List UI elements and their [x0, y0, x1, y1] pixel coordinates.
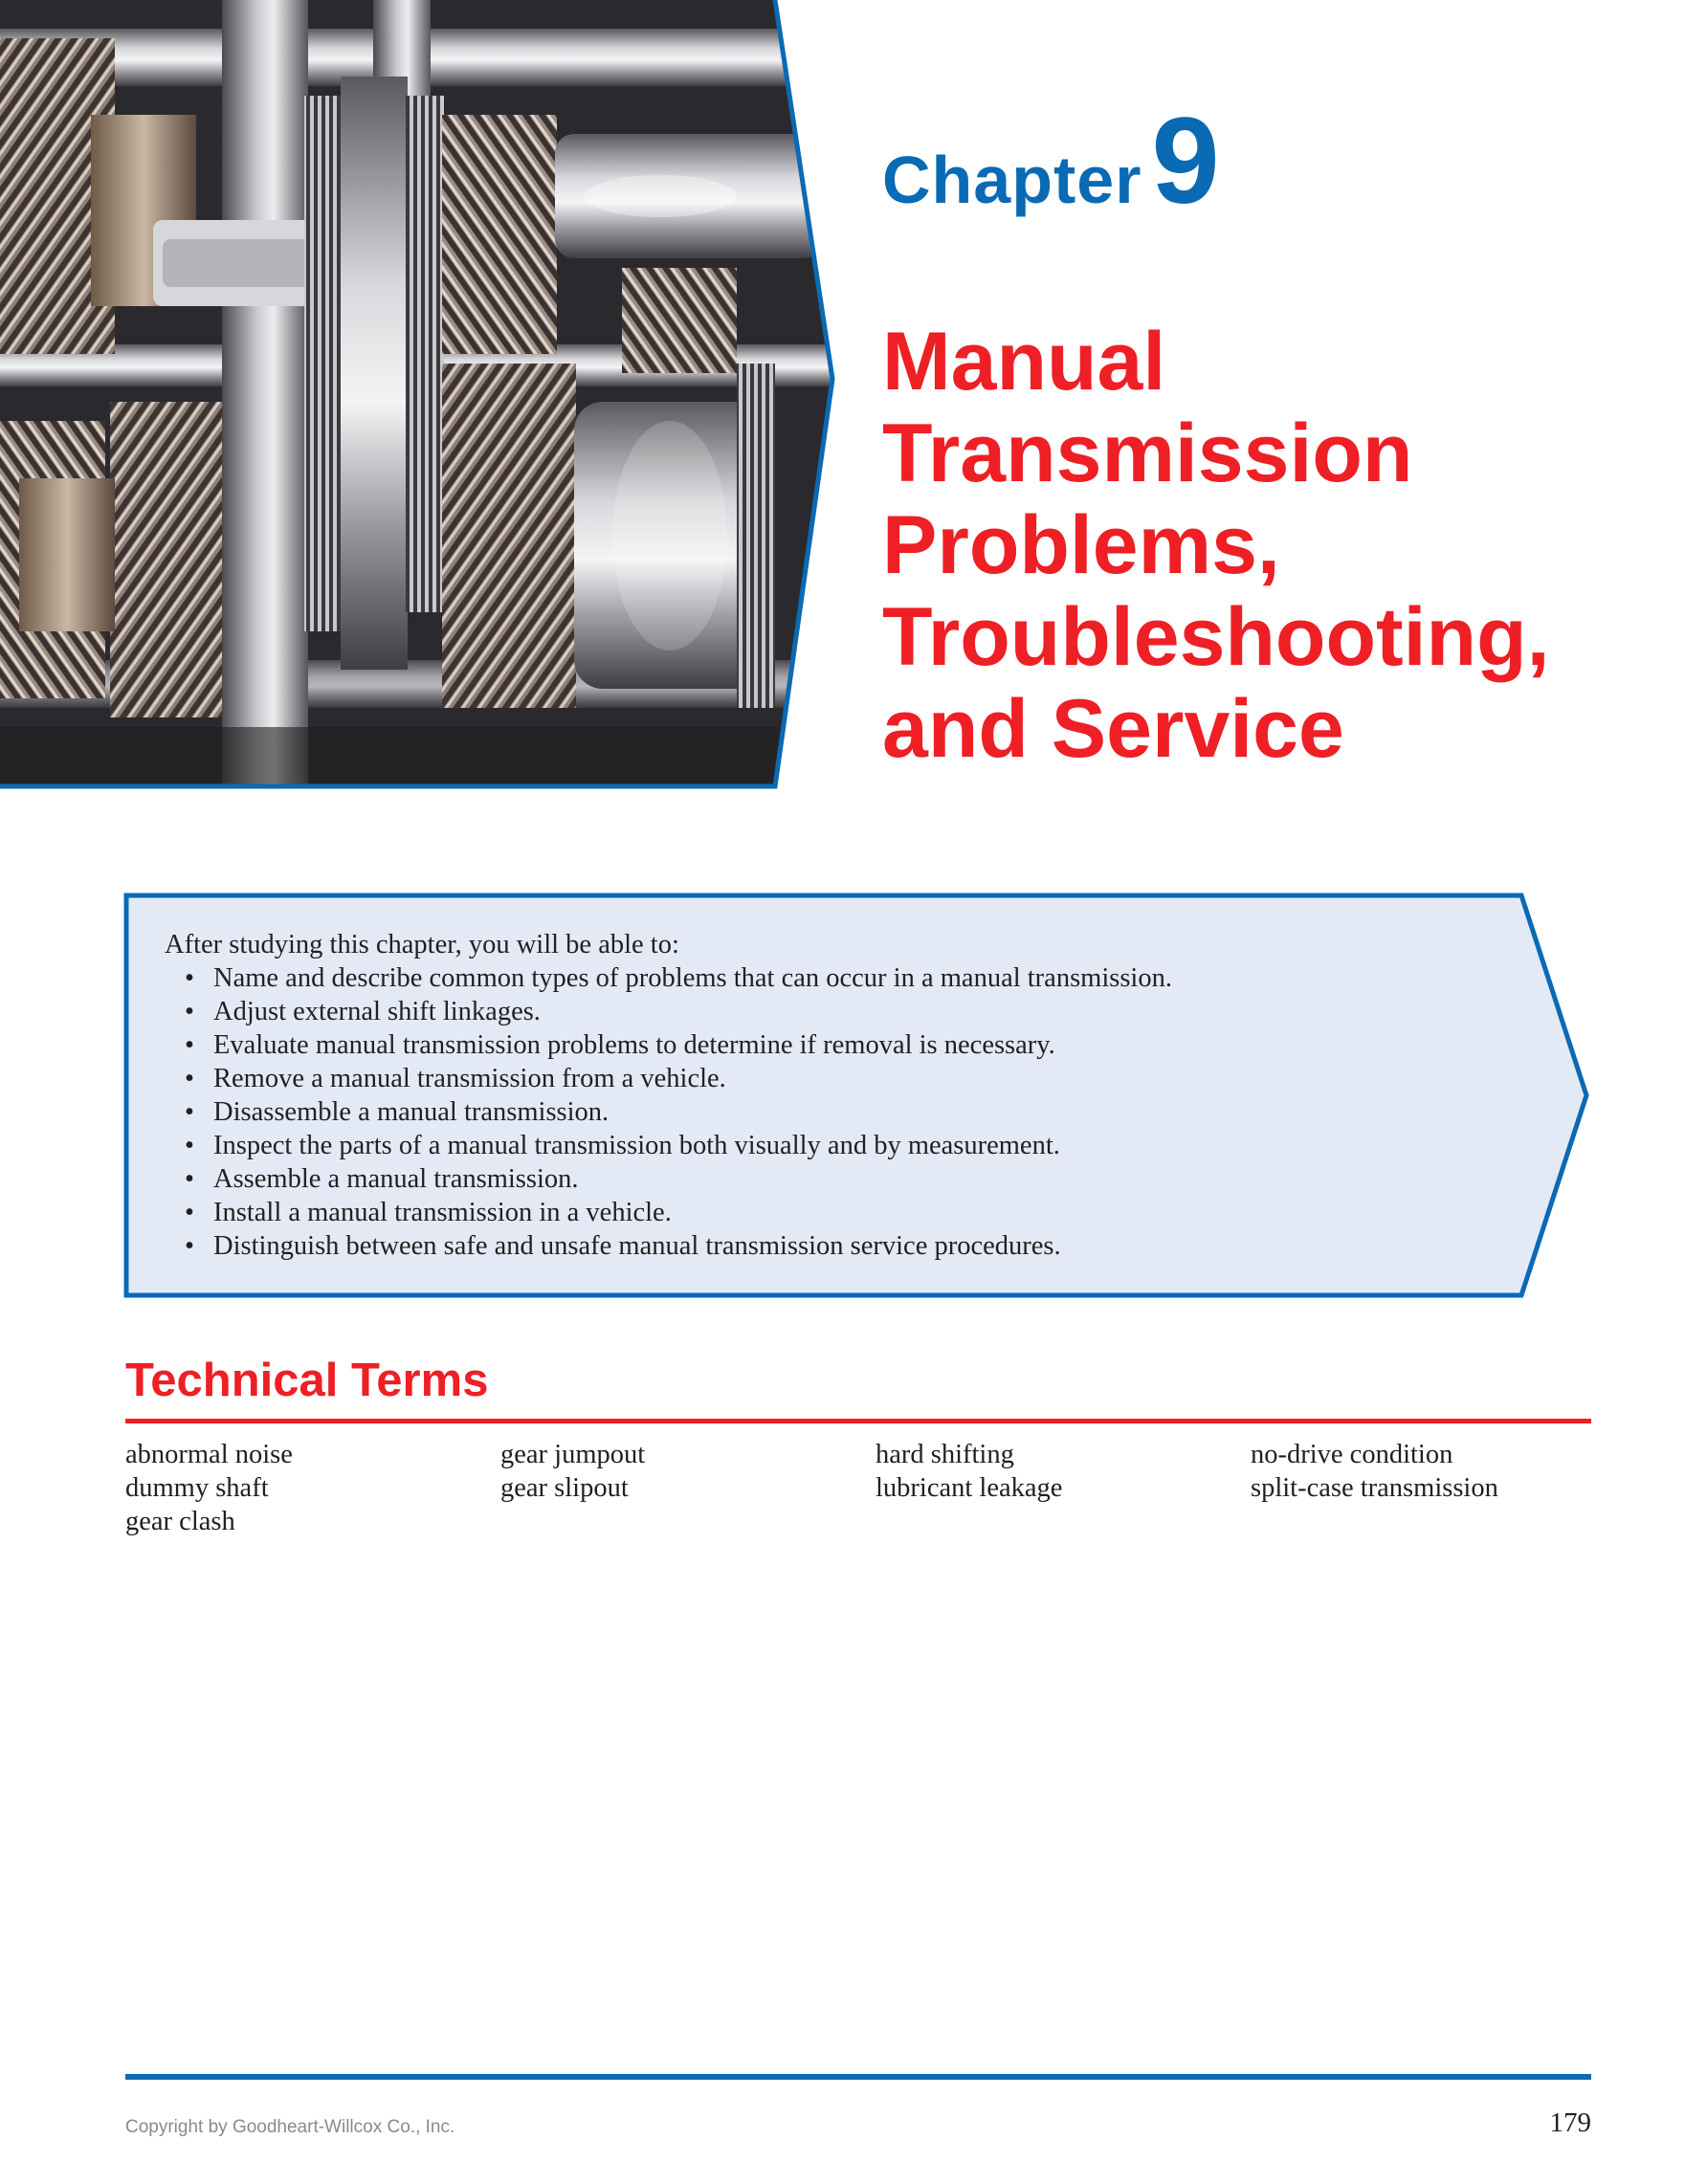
bullet-icon: •: [185, 1198, 194, 1227]
objective-item: [165, 1062, 1456, 1095]
bullet-icon: •: [185, 1097, 194, 1127]
chapter-number: 9: [1151, 93, 1220, 230]
objective-item: [165, 1129, 1456, 1162]
hero-transmission-image: [0, 0, 842, 794]
term-item: gear clash: [125, 1507, 235, 1536]
bullet-icon: •: [185, 1164, 194, 1194]
copyright-notice: Copyright by Goodheart-Willcox Co., Inc.: [125, 2117, 455, 2137]
objective-item: [165, 995, 1456, 1028]
objective-text: Assemble a manual transmission.: [213, 1164, 579, 1194]
bullet-icon: •: [185, 1131, 194, 1160]
technical-terms-divider: [125, 1419, 1591, 1423]
objective-text: Disassemble a manual transmission.: [213, 1097, 610, 1127]
bullet-icon: •: [185, 997, 194, 1026]
bullet-icon: •: [185, 1231, 194, 1261]
objective-text: Evaluate manual transmission problems to determine if removal is necessary.: [213, 1030, 1055, 1060]
objective-item: [165, 1229, 1456, 1263]
chapter-title-line: Problems,: [882, 499, 1280, 591]
chapter-word: Chapter: [882, 143, 1142, 217]
term-item: lubricant leakage: [876, 1473, 1063, 1503]
objective-item: [165, 1196, 1456, 1229]
term-item: hard shifting: [876, 1440, 1014, 1469]
terms-column: [500, 1438, 645, 1505]
footer-divider: [125, 2074, 1591, 2080]
objective-text: Install a manual transmission in a vehicle.: [213, 1198, 672, 1227]
chapter-title-line: Manual: [882, 316, 1166, 408]
objectives-content: [165, 928, 1456, 1263]
term-item: dummy shaft: [125, 1473, 269, 1503]
chapter-title-line: Troubleshooting,: [882, 591, 1550, 683]
objective-item: [165, 1028, 1456, 1062]
objective-text: Remove a manual transmission from a vehicle.: [213, 1064, 726, 1093]
bullet-icon: •: [185, 1030, 194, 1060]
chapter-label: [882, 91, 1220, 234]
objective-text: Name and describe common types of problems that can occur in a manual transmission.: [213, 963, 1172, 993]
objectives-list: [165, 961, 1456, 1263]
terms-column: [125, 1438, 293, 1538]
chapter-title-line: and Service: [882, 683, 1344, 775]
term-item: gear slipout: [500, 1473, 629, 1503]
chapter-title: [882, 316, 1667, 775]
technical-terms-heading: Technical Terms: [125, 1355, 489, 1406]
objective-item: [165, 1095, 1456, 1129]
objective-text: Distinguish between safe and unsafe manual transmission service procedures.: [213, 1231, 1061, 1261]
page-number: 179: [1549, 2107, 1591, 2138]
term-item: no-drive condition: [1251, 1440, 1453, 1469]
bullet-icon: •: [185, 963, 194, 993]
objectives-intro: After studying this chapter, you will be able to:: [165, 930, 679, 960]
bullet-icon: •: [185, 1064, 194, 1093]
objective-text: Adjust external shift linkages.: [213, 997, 541, 1026]
term-item: split-case transmission: [1251, 1473, 1498, 1503]
objective-item: [165, 1162, 1456, 1196]
term-item: abnormal noise: [125, 1440, 293, 1469]
term-item: gear jumpout: [500, 1440, 646, 1469]
terms-column: [876, 1438, 1062, 1505]
terms-column: [1251, 1438, 1498, 1505]
chapter-title-line: Transmission: [882, 408, 1413, 499]
objective-item: [165, 961, 1456, 995]
objective-text: Inspect the parts of a manual transmission both visually and by measurement.: [213, 1131, 1060, 1160]
